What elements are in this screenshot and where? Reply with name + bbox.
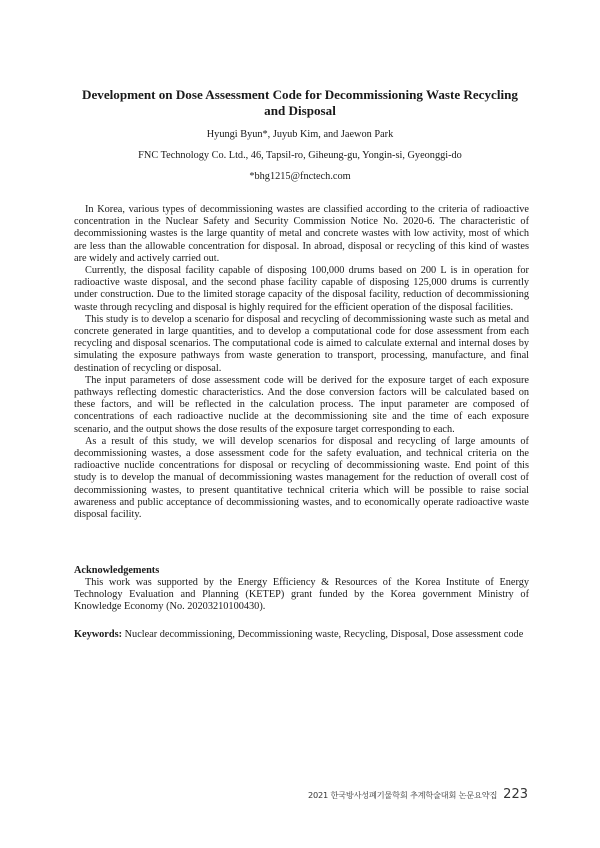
acknowledgements-text: This work was supported by the Energy Efficiency & Resources of the Korea Institute of Energy Technology Evaluation and Planning (KETEP) grant funded by the Korea government Ministry of Knowledge Economy (No. 20203210100430). xyxy=(74,577,529,613)
page-number: 223 xyxy=(503,787,528,802)
paragraph-3: This study is to develop a scenario for disposal and recycling of decommissioning waste such as metal and concrete generated in large quantities, and to develop a computational code for dose assessment from each recycling and disposal scenarios. The computational code is aimed to calculate external and internal doses by simulating the exposure pathways from waste generation to transport, processing, manufacture, and final destination of recycling or disposal. xyxy=(74,313,529,374)
keywords xyxy=(74,629,529,641)
paragraph-2: Currently, the disposal facility capable of disposing 100,000 drums based on 200 L is in operation for radioactive waste disposal, and the second phase facility capable of disposing 125,000 drums is currently under construction. Due to the limited storage capacity of the disposal facility, reduction of decommissioning waste through recycling and disposal is highly required for the efficient operation of the disposal facilities. xyxy=(74,265,529,313)
conference-name: 2021 한국방사성폐기물학회 추계학술대회 논문요약집 xyxy=(308,790,498,800)
author-list: Hyungi Byun*, Juyub Kim, and Jaewon Park xyxy=(206,129,394,140)
keywords-label: Keywords: xyxy=(74,629,123,640)
keywords-text: Nuclear decommissioning, Decommissioning waste, Recycling, Disposal, Dose assessment code xyxy=(122,629,524,640)
author-email: *bhg1215@fnctech.com xyxy=(249,171,351,182)
abstract-body xyxy=(74,204,529,521)
acknowledgements-heading: Acknowledgements xyxy=(74,565,160,576)
paper-title: Development on Dose Assessment Code for Decommissioning Waste Recycling and Disposal xyxy=(82,87,518,118)
paragraph-1: In Korea, various types of decommissioning wastes are classified according to the criteria of radioactive concentration in the Nuclear Safety and Security Commission Notice No. 2020-6. The characteristic of decommissioning wastes is the large quantity of metal and concrete wastes with low activity, most of which are less than the allowable concentration for disposal. In abroad, disposal or recycling of this kind of wastes are widely and actively carried out. xyxy=(74,204,529,264)
paragraph-5: As a result of this study, we will develop scenarios for disposal and recycling of large amounts of decommissioning wastes, a dose assessment code for the safety evaluation, and technical criteria on the radioactive nuclide concentrations for disposal or recycling of decommissioning waste. End point of this study is to develop the manual of decommissioning wastes management for the reduction of overall cost of decommissioning wastes, to present quantitative technical criteria which will be possible to raise social awareness and public acceptance of decommissioning wastes, and to economically operate radioactive waste disposal facility. xyxy=(74,435,529,521)
page-footer xyxy=(308,787,528,802)
affiliation: FNC Technology Co. Ltd., 46, Tapsil-ro, Giheung-gu, Yongin-si, Gyeonggi-do xyxy=(138,150,462,161)
paragraph-4: The input parameters of dose assessment code will be derived for the exposure target of each exposure pathways reflecting domestic characteristics. And the dose conversion factors will be calculated based on these factors, and will be reflected in the calculation process. The input parameter are composed of concentrations of each radioactive nuclide at the decommissioning site and the time of each exposure scenario, and the output shows the dose results of the exposure target corresponding to each. xyxy=(74,374,529,435)
